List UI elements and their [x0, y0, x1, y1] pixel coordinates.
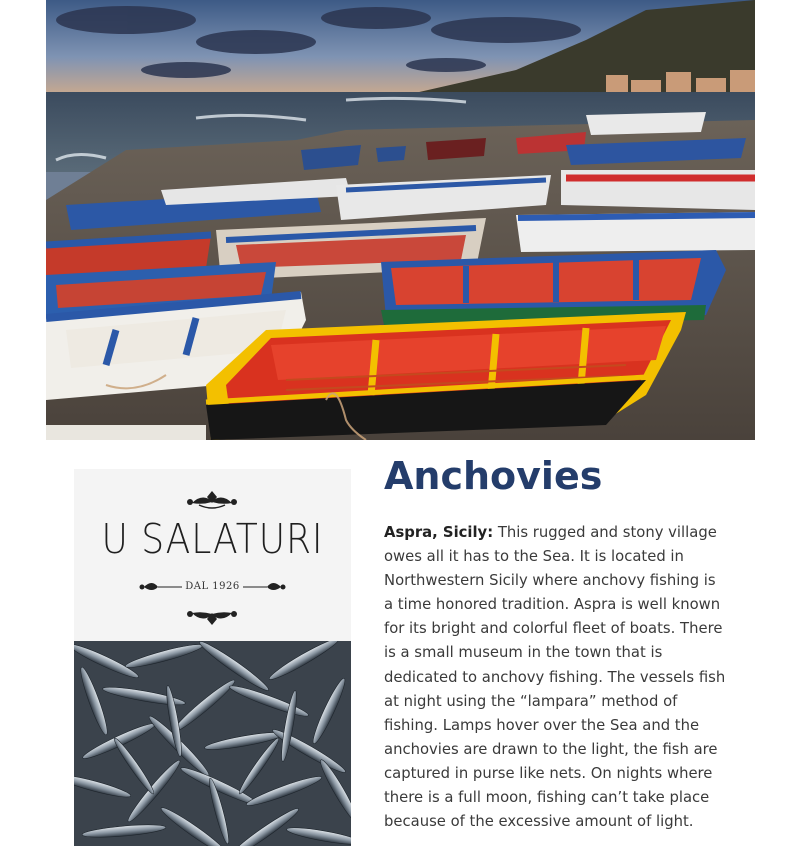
brand-established: DAL 1926 [185, 581, 240, 592]
hero-photo-fishing-boats [46, 0, 755, 440]
article-body-text: This rugged and stony village owes all it has to the Sea. It is located in Northwestern Sicily where anchovy fishing is a time honored tradition. Aspra is well known for its bright and colorful fleet of boats. There is a small museum in the town that is dedicated to anchovy fishing. The vessels fish at night using the “lampara” method of fishing. Lamps hover over the Sea and the anchovies are drawn to the light, the fish are captured in purse like nets. On nights where there is a full moon, fishing can’t take place because of the excessive amount of light. [384, 524, 726, 831]
bottom-ornament-icon [187, 611, 237, 625]
anchovies-photo [74, 641, 351, 846]
brand-logo [74, 469, 351, 641]
boats-illustration [46, 0, 755, 440]
article-body [384, 521, 729, 834]
article-title: Anchovies [384, 454, 603, 498]
top-ornament-icon [187, 491, 237, 508]
anchovies-illustration [74, 641, 351, 846]
article-place: Aspra, Sicily: [384, 524, 494, 541]
brand-name: U SALATURI [101, 515, 324, 563]
